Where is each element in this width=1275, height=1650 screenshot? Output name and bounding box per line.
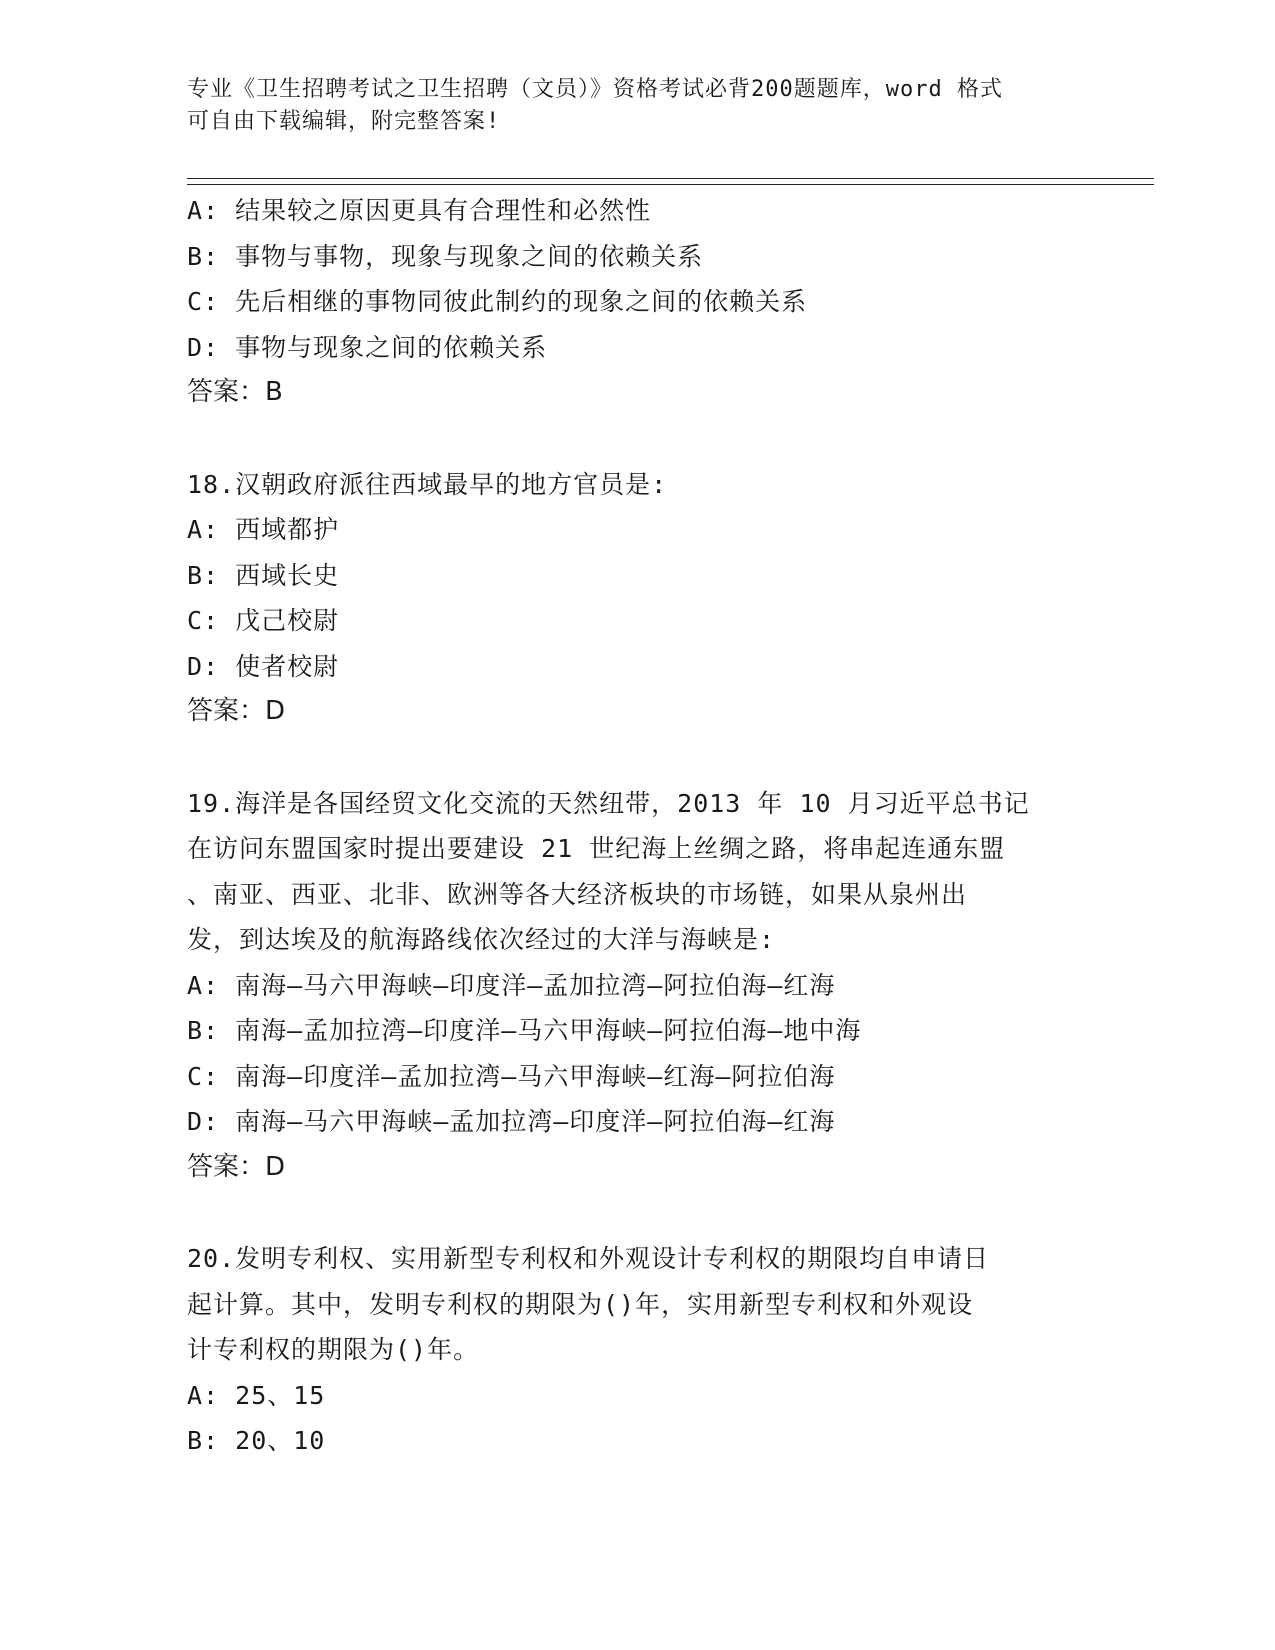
- question-list: [187, 188, 1087, 1464]
- question-18: [187, 462, 1087, 735]
- header-line-1: 专业《卫生招聘考试之卫生招聘（文员）》资格考试必背200题题库，word 格式: [187, 77, 1003, 102]
- answer-key: 答案：B: [187, 377, 283, 407]
- header-divider-bottom: [187, 184, 1154, 185]
- question-stem-line-3: 计专利权的期限为()年。: [187, 1335, 480, 1364]
- question-stem-line-1: 20.发明专利权、实用新型专利权和外观设计专利权的期限均自申请日: [187, 1244, 990, 1273]
- option-c: C: 戊己校尉: [187, 606, 340, 635]
- option-d: D: 事物与现象之间的依赖关系: [187, 332, 548, 362]
- question-stem: 18.汉朝政府派往西域最早的地方官员是:: [187, 469, 668, 499]
- header-line-2: 可自由下载编辑，附完整答案!: [187, 109, 501, 134]
- option-b: B: 20、10: [187, 1426, 326, 1455]
- option-a: A: 25、15: [187, 1380, 326, 1410]
- question-stem-line-2: 起计算。其中，发明专利权的期限为()年，实用新型专利权和外观设: [187, 1289, 974, 1319]
- question-19: [187, 781, 1087, 1191]
- question-stem-line-3: 、南亚、西亚、北非、欧洲等各大经济板块的市场链，如果从泉州出: [187, 879, 968, 909]
- option-c: C: 先后相继的事物同彼此制约的现象之间的依赖关系: [187, 287, 808, 316]
- question-stem-line-2: 在访问东盟国家时提出要建设 21 世纪海上丝绸之路，将串起连通东盟: [187, 834, 1006, 863]
- answer-key: 答案：D: [187, 696, 286, 726]
- question-stem-line-1: 19.海洋是各国经贸文化交流的天然纽带，2013 年 10 月习近平总书记: [187, 788, 1030, 818]
- header-divider-top: [187, 178, 1154, 179]
- option-c: C: 南海—印度洋—孟加拉湾—马六甲海峡—红海—阿拉伯海: [187, 1061, 836, 1091]
- document-header: [187, 74, 1067, 138]
- question-stem-line-4: 发，到达埃及的航海路线依次经过的大洋与海峡是:: [187, 925, 776, 954]
- question-17: [187, 188, 1087, 416]
- option-a: A: 结果较之原因更具有合理性和必然性: [187, 196, 652, 225]
- option-a: A: 南海—马六甲海峡—印度洋—孟加拉湾—阿拉伯海—红海: [187, 970, 836, 1000]
- answer-key: 答案：D: [187, 1151, 286, 1182]
- option-a: A: 西域都护: [187, 515, 340, 544]
- option-b: B: 事物与事物，现象与现象之间的依赖关系: [187, 241, 704, 271]
- option-d: D: 使者校尉: [187, 651, 340, 681]
- question-20: [187, 1236, 1087, 1464]
- option-b: B: 南海—孟加拉湾—印度洋—马六甲海峡—阿拉伯海—地中海: [187, 1016, 862, 1045]
- option-b: B: 西域长史: [187, 560, 340, 590]
- option-d: D: 南海—马六甲海峡—孟加拉湾—印度洋—阿拉伯海—红海: [187, 1107, 836, 1136]
